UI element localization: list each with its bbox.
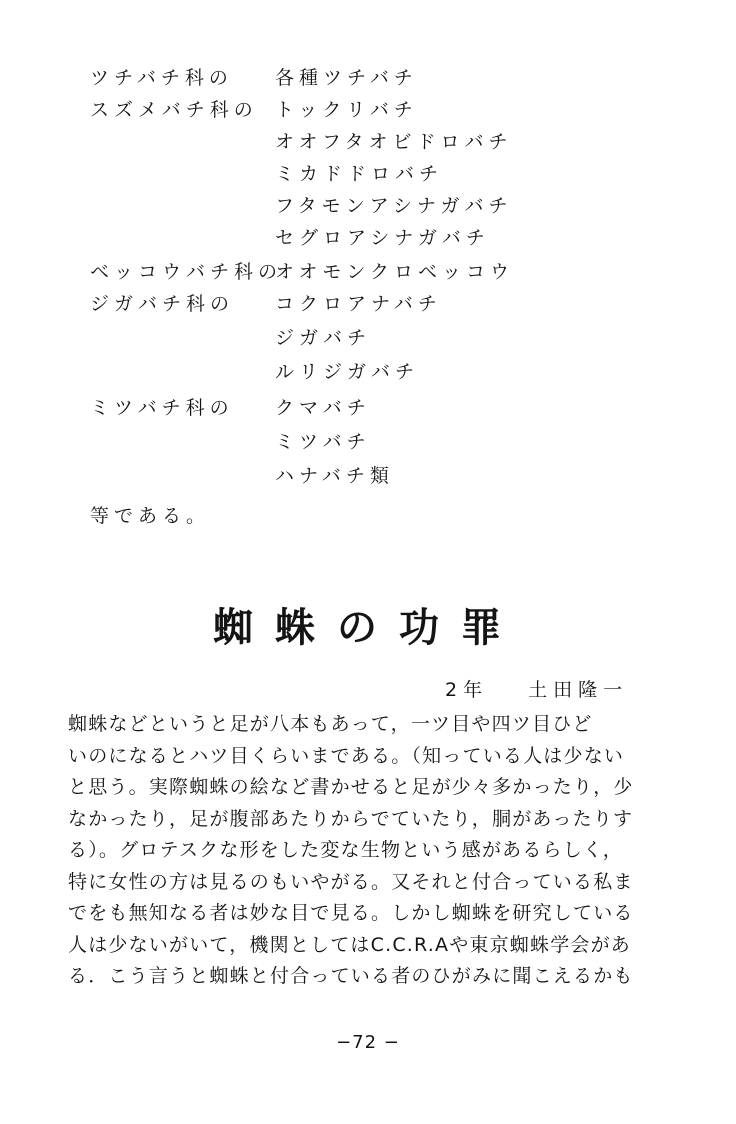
species-name: コクロアナバチ — [275, 293, 442, 315]
body-line: 人は少ないがいて，機関としてはC.C.R.Aや東京蜘蛛学会があ — [68, 933, 631, 956]
species-name: トックリバチ — [275, 99, 418, 121]
list-closing: 等である。 — [90, 505, 211, 527]
author-grade: 2年 — [445, 679, 489, 701]
family-name: ツチバチ科の — [90, 67, 233, 89]
author-name: 土田隆一 — [528, 679, 629, 701]
species-name: オオモンクロベッコウ — [275, 261, 515, 283]
species-name: ハナバチ類 — [275, 465, 394, 487]
family-name: スズメバチ科の — [90, 99, 258, 121]
species-name: クマバチ — [275, 397, 371, 419]
body-line: でをも無知なる者は妙な目で見る。しかし蜘蛛を研究している — [68, 902, 634, 924]
body-line: いのになるとハツ目くらいまである。（知っている人は少ない — [68, 744, 625, 767]
family-name: ミツバチ科の — [90, 397, 234, 419]
body-line: る．こう言うと蜘蛛と付合っている者のひがみに聞こえるかも — [68, 965, 634, 987]
species-name: 各種ツチバチ — [275, 67, 418, 89]
species-name: セグロアシナガバチ — [275, 227, 490, 249]
article-title: 蜘蛛の功罪 — [213, 604, 523, 651]
species-name: ミカドドロバチ — [275, 163, 444, 185]
species-name: ルリジガバチ — [275, 361, 420, 383]
family-name: ジガバチ科の — [90, 293, 235, 315]
body-line: なかったり，足が腹部あたりからでていたり，胴があったりす — [68, 807, 634, 830]
article-body — [68, 709, 698, 993]
body-line: る）。グロテスクな形をした変な生物という感があるらしく， — [68, 839, 623, 861]
body-line: 特に女性の方は見るのもいやがる。又それと付合っている私ま — [68, 870, 634, 893]
species-name: ジガバチ — [275, 327, 372, 349]
byline — [445, 676, 628, 704]
body-line: と思う。実際蜘蛛の絵など書かせると足が少々多かったり，少 — [68, 776, 634, 798]
species-name: ミツバチ — [275, 431, 371, 453]
page-number: −72 − — [336, 1032, 400, 1053]
species-list — [0, 0, 736, 560]
body-line: 蜘蛛などというと足が八本もあって，一ツ目や四ツ目ひど — [68, 713, 593, 735]
species-name: フタモンアシナガバチ — [275, 195, 513, 217]
family-name: ベッコウバチ科の — [90, 261, 283, 283]
species-name: オオフタオビドロバチ — [275, 131, 513, 153]
